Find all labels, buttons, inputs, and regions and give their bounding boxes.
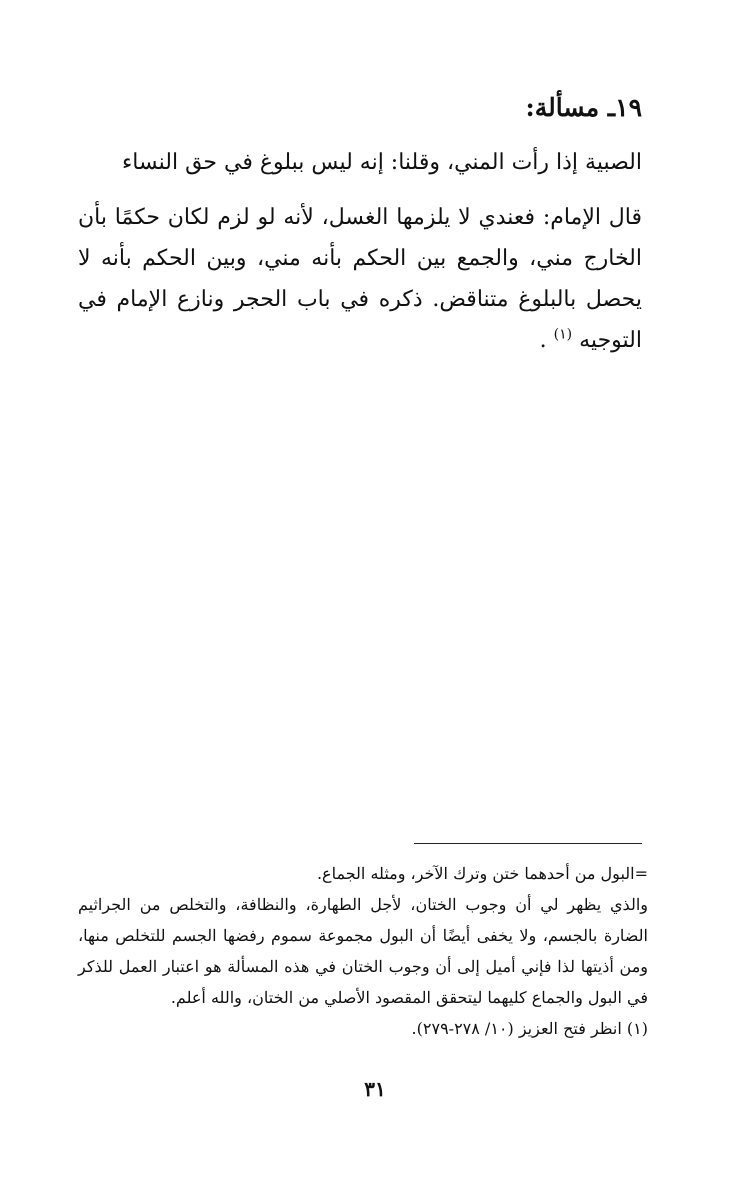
footnote-separator	[414, 843, 642, 844]
footnote-1: (١) انظر فتح العزيز (١٠/ ٢٧٨-٢٧٩).	[411, 1019, 648, 1038]
main-text	[78, 142, 642, 361]
footnotes	[78, 858, 648, 1044]
main-paragraph-2	[78, 197, 642, 361]
main-paragraph-1: الصبية إذا رأت المني، وقلنا: إنه ليس ببلوغ في حق النساء	[121, 150, 642, 175]
issue-heading: ١٩ـ مسألة:	[525, 93, 642, 122]
footnote-continuation: =البول من أحدهما ختن وترك الآخر، ومثله الجماع.	[316, 864, 648, 883]
main-paragraph-2-end: .	[539, 328, 547, 353]
main-paragraph-2-text: قال الإمام: فعندي لا يلزمها الغسل، لأنه لو لزم لكان حكمًا بأن الخارج مني، والجمع بين الحكم بأنه مني، وبين الحكم بأنه لا يحصل بالبلوغ متناقض. ذكره في باب الحجر ونازع الإمام في التوجيه	[78, 205, 642, 353]
footnote-paragraph: والذي يظهر لي أن وجوب الختان، لأجل الطهارة، والنظافة، والتخلص من الجراثيم الضارة بالجسم، ولا يخفى أيضًا أن البول مجموعة سموم رفضها الجسم للتخلص منها، ومن أذيتها لذا فإني أميل إلى أن وجوب الختان في هذه المسألة هو اعتبار العمل للذكر في البول والجماع كليهما ليتحقق المقصود الأصلي من الختان، والله أعلم.	[78, 895, 648, 1007]
page-number: ٣١	[364, 1077, 386, 1101]
footnote-reference[interactable]: (١)	[553, 326, 573, 343]
